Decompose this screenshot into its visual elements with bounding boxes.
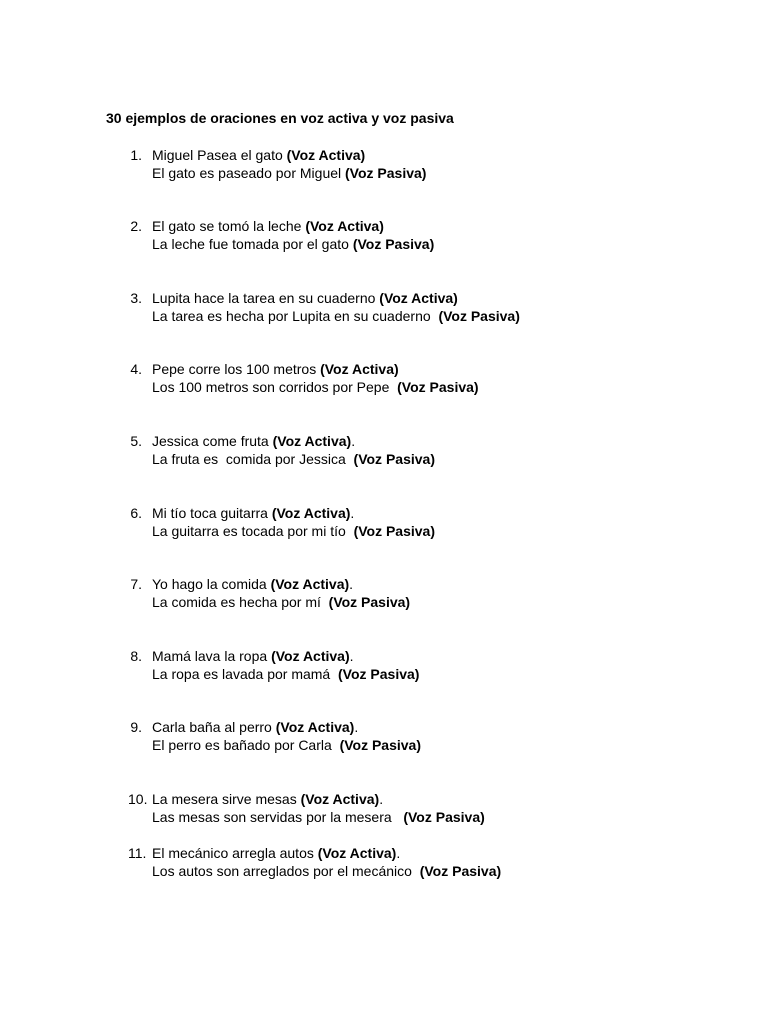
active-tag: (Voz Activa) (317, 845, 397, 861)
active-tag: (Voz Activa) (379, 290, 458, 306)
active-tag: (Voz Activa) (270, 576, 350, 592)
passive-sentence (152, 450, 435, 468)
list-item (0, 575, 768, 615)
passive-sentence (152, 522, 435, 540)
passive-sentence (152, 235, 434, 253)
passive-sentence (152, 378, 479, 396)
active-text: Yo hago la comida (152, 576, 271, 592)
active-text: Miguel Pasea el gato (152, 147, 287, 163)
active-suffix: . (349, 648, 354, 664)
passive-tag: (Voz Pasiva) (419, 863, 502, 879)
passive-text: Los autos son arreglados por el mecánico (152, 863, 420, 879)
active-sentence (152, 790, 383, 808)
list-item (0, 790, 768, 830)
active-tag: (Voz Activa) (305, 218, 384, 234)
passive-text: La comida es hecha por mí (152, 594, 329, 610)
active-suffix: . (349, 576, 354, 592)
passive-text: La guitarra es tocada por mi tío (152, 523, 354, 539)
passive-text: El perro es bañado por Carla (152, 737, 340, 753)
active-text: La mesera sirve mesas (152, 791, 301, 807)
active-text: Pepe corre los 100 metros (152, 361, 321, 377)
active-sentence (152, 360, 399, 378)
passive-tag: (Voz Pasiva) (352, 236, 435, 252)
passive-text: Las mesas son servidas por la mesera (152, 809, 404, 825)
item-number: 3. (130, 290, 142, 306)
active-text: Carla baña al perro (152, 719, 276, 735)
active-sentence (152, 217, 384, 235)
list-item (0, 647, 768, 687)
list-item (0, 360, 768, 400)
passive-text: La ropa es lavada por mamá (152, 666, 338, 682)
passive-text: La tarea es hecha por Lupita en su cuaderno (152, 308, 439, 324)
active-text: El gato se tomó la leche (152, 218, 306, 234)
active-sentence (152, 647, 354, 665)
active-text: Lupita hace la tarea en su cuaderno (152, 290, 380, 306)
passive-tag: (Voz Pasiva) (339, 737, 421, 753)
active-suffix: . (396, 845, 401, 861)
active-suffix: . (350, 505, 355, 521)
passive-tag: (Voz Pasiva) (353, 451, 435, 467)
item-number: 5. (130, 433, 142, 449)
passive-tag: (Voz Pasiva) (345, 165, 427, 181)
list-item (0, 844, 768, 884)
item-number: 6. (130, 505, 142, 521)
active-sentence (152, 718, 358, 736)
passive-tag: (Voz Pasiva) (403, 809, 485, 825)
list-item (0, 217, 768, 257)
active-suffix: . (354, 719, 359, 735)
active-sentence (152, 504, 354, 522)
passive-tag: (Voz Pasiva) (338, 666, 420, 682)
active-sentence (152, 146, 365, 164)
passive-sentence (152, 808, 485, 826)
item-number: 9. (130, 719, 142, 735)
active-tag: (Voz Activa) (286, 147, 366, 163)
active-suffix: . (379, 791, 384, 807)
passive-text: La leche fue tomada por el gato (152, 236, 353, 252)
item-number: 4. (130, 361, 142, 377)
list-item (0, 504, 768, 544)
passive-sentence (152, 665, 419, 683)
passive-text: El gato es paseado por Miguel (152, 165, 346, 181)
passive-sentence (152, 307, 520, 325)
active-sentence (152, 844, 400, 862)
document-title: 30 ejemplos de oraciones en voz activa y voz pasiva (106, 110, 454, 126)
active-text: Jessica come fruta (152, 433, 273, 449)
list-item (0, 718, 768, 758)
active-sentence (152, 575, 353, 593)
list-item (0, 146, 768, 186)
item-number: 8. (130, 648, 142, 664)
passive-sentence (152, 862, 501, 880)
passive-tag: (Voz Pasiva) (328, 594, 411, 610)
item-number: 7. (130, 576, 142, 592)
passive-text: Los 100 metros son corridos por Pepe (152, 379, 398, 395)
passive-tag: (Voz Pasiva) (353, 523, 435, 539)
active-suffix: . (351, 433, 356, 449)
passive-sentence (152, 164, 426, 182)
active-sentence (152, 432, 355, 450)
active-text: El mecánico arregla autos (152, 845, 318, 861)
active-text: Mi tío toca guitarra (152, 505, 272, 521)
active-tag: (Voz Activa) (271, 648, 350, 664)
passive-tag: (Voz Pasiva) (397, 379, 479, 395)
list-item (0, 289, 768, 329)
item-number: 2. (130, 218, 142, 234)
active-tag: (Voz Activa) (300, 791, 380, 807)
active-tag: (Voz Activa) (275, 719, 355, 735)
passive-text: La fruta es comida por Jessica (152, 451, 354, 467)
passive-tag: (Voz Pasiva) (438, 308, 520, 324)
item-number: 11. (128, 845, 147, 861)
active-tag: (Voz Activa) (272, 433, 352, 449)
item-number: 10. (128, 791, 148, 807)
list-item (0, 432, 768, 472)
passive-sentence (152, 593, 410, 611)
active-tag: (Voz Activa) (320, 361, 399, 377)
active-tag: (Voz Activa) (271, 505, 351, 521)
item-number: 1. (130, 147, 142, 163)
active-text: Mamá lava la ropa (152, 648, 272, 664)
passive-sentence (152, 736, 421, 754)
active-sentence (152, 289, 458, 307)
